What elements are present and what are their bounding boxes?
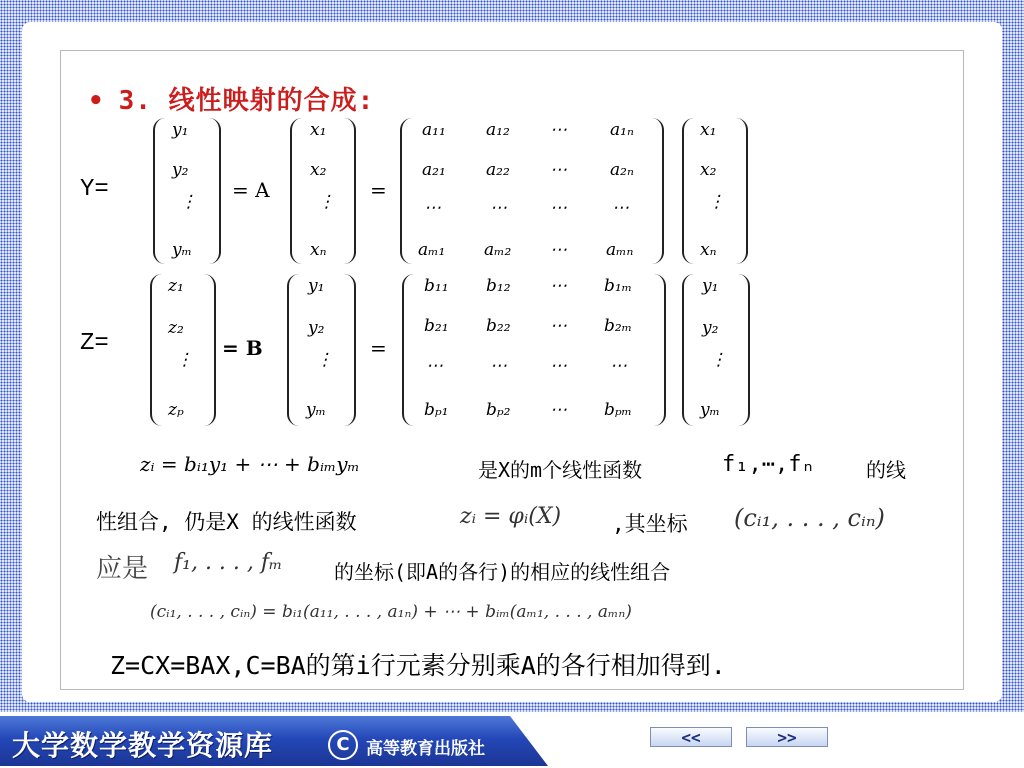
prev-button[interactable]: << [650,727,732,747]
eq2-vec-y2-2: ⋮ [710,350,727,370]
matrix-b-cell: ⋯ [550,400,567,420]
matrix-b-cell: ⋯ [426,356,443,376]
line5-prefix: 应是 [96,554,149,584]
eq2-vec-y-0: y₁ [308,276,325,296]
eq2-vec-z-1: z₂ [168,318,184,338]
matrix-b-cell: ⋯ [550,316,567,336]
eq2-vec-y2-right-paren [738,274,750,426]
eq1-vec-x-2: ⋮ [318,192,335,212]
section-heading: • 3. 线性映射的合成: [88,86,375,116]
matrix-b-cell: bₚ₁ [424,400,449,420]
eq2-vec-y-right-paren [344,274,356,426]
matrix-a-left-paren [400,118,412,264]
eq2-vec-y-3: yₘ [306,400,327,420]
matrix-b-cell: b₂₁ [424,316,449,336]
eq1-vec-x2-0: x₁ [700,120,717,140]
eq2-vec-y-1: y₂ [308,318,325,338]
eq1-lhs: Y= [80,176,109,203]
matrix-a-cell: a₁₂ [486,120,510,140]
matrix-a-cell: a₁₁ [422,120,446,140]
matrix-a-cell: ⋯ [550,240,567,260]
eq1-vec-x2-3: xₙ [700,240,717,260]
eq1-vec-y-right-paren [209,118,221,264]
coordinate-expansion-formula: (cᵢ₁, . . . , cᵢₙ) = bᵢ₁(a₁₁, . . . , a₁ₙ) + ⋯ + bᵢₘ(aₘ₁, . . . , aₘₙ) [150,602,632,622]
eq2-lhs: Z= [80,330,109,357]
eq1-vec-y-left-paren [153,118,165,264]
matrix-a-right-paren [652,118,664,264]
eq1-vec-y-2: ⋮ [180,192,197,212]
eq1-vec-y-0: y₁ [172,120,189,140]
matrix-a-cell: aₘ₁ [418,240,446,260]
eq1-vec-x-1: x₂ [310,160,327,180]
eq2-vec-z-0: z₁ [168,276,184,296]
matrix-b-cell: b₁ₘ [604,276,633,296]
matrix-b-cell: bₚ₂ [486,400,511,420]
next-button[interactable]: >> [746,727,828,747]
line4-text-a: 性组合, 仍是X 的线性函数 [96,510,357,534]
eq1-vec-x-right-paren [344,118,356,264]
matrix-a-cell: a₂ₙ [610,160,634,180]
matrix-b-cell: b₂ₘ [604,316,633,336]
publisher-name: 高等教育出版社 [366,739,485,759]
eq1-vec-x2-2: ⋮ [708,192,725,212]
matrix-a-cell: a₂₁ [422,160,446,180]
eq1-vec-y-1: y₂ [172,160,189,180]
eq2-vec-z-3: zₚ [168,400,184,420]
eq2-vec-y2-1: y₂ [702,318,719,338]
eq1-vec-x2-left-paren [682,118,694,264]
line5-text: 的坐标(即A的各行)的相应的线性组合 [334,560,671,584]
line4-text-b: ,其坐标 [612,512,688,536]
matrix-a-cell: ⋯ [550,198,567,218]
line3-text-a: 是X的m个线性函数 [478,458,643,482]
matrix-b-cell: ⋯ [610,356,627,376]
eq2-vec-y2-0: y₁ [702,276,719,296]
matrix-a-cell: a₂₂ [486,160,510,180]
eq2-vec-y2-left-paren [682,274,694,426]
eq2-vec-y-2: ⋮ [316,350,333,370]
eq2-equals: = [370,336,387,360]
eq2-op-b: = B [222,336,263,360]
matrix-b-cell: ⋯ [490,356,507,376]
eq1-equals: = [370,178,387,202]
matrix-b-cell: b₂₂ [486,316,511,336]
eq1-vec-x2-right-paren [736,118,748,264]
banner-title: 大学数学教学资源库 [12,729,274,762]
matrix-a-cell: ⋯ [550,160,567,180]
eq2-vec-z-left-paren [150,274,162,426]
matrix-a-cell: aₘₙ [606,240,634,260]
matrix-a-cell: ⋯ [612,198,629,218]
bullet-icon: • [88,86,105,116]
eq1-vec-x2-1: x₂ [700,160,717,180]
line5-funcs: f₁, . . . , fₘ [174,550,283,575]
matrix-b-cell: ⋯ [550,276,567,296]
eq1-vec-x-3: xₙ [310,240,327,260]
matrix-a-cell: aₘ₂ [484,240,512,260]
eq2-vec-z-right-paren [204,274,216,426]
eq2-vec-y2-3: yₘ [700,400,721,420]
copyright-icon: C [328,730,358,760]
matrix-b-cell: b₁₁ [424,276,449,296]
line3-text-b: 的线 [866,458,906,482]
conclusion-text: Z=CX=BAX,C=BA的第i行元素分别乘A的各行相加得到. [110,651,726,680]
eq2-vec-z-2: ⋮ [176,350,193,370]
eq1-op-a: = A [232,178,270,202]
matrix-b-right-paren [654,274,666,426]
matrix-a-cell: ⋯ [550,120,567,140]
matrix-a-cell: ⋯ [490,198,507,218]
matrix-a-cell: ⋯ [424,198,441,218]
eq1-vec-x-0: x₁ [310,120,327,140]
content-panel [60,50,964,690]
matrix-b-cell: b₁₂ [486,276,511,296]
phi-formula: zᵢ = φᵢ(X) [460,504,562,529]
coords-formula: (cᵢ₁, . . . , cᵢₙ) [734,504,885,532]
matrix-a-cell: a₁ₙ [610,120,634,140]
eq1-vec-y-3: yₘ [172,240,193,260]
linear-combination-formula: zᵢ = bᵢ₁y₁ + ⋯ + bᵢₘyₘ [140,452,360,476]
eq1-vec-x-left-paren [290,118,302,264]
eq2-vec-y-left-paren [287,274,299,426]
matrix-b-cell: ⋯ [550,356,567,376]
line3-funcs: f₁,⋯,fₙ [722,452,815,477]
matrix-b-left-paren [402,274,414,426]
matrix-b-cell: bₚₘ [604,400,633,420]
